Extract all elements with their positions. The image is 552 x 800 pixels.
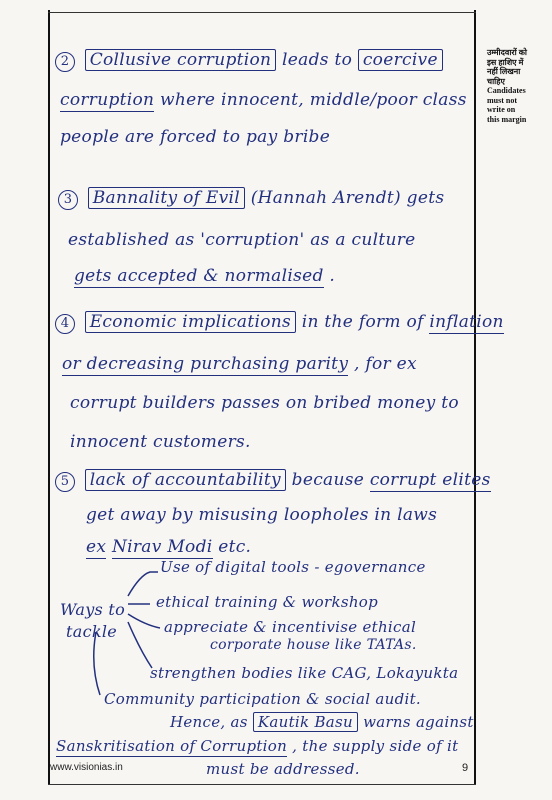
english-note-line: write on [487, 105, 516, 114]
underlined-term: or decreasing purchasing parity [62, 354, 349, 374]
english-note-line: must not [487, 95, 518, 105]
ways-item: Use of digital tools - egovernance [160, 558, 426, 576]
ways-item: ethical training & workshop [156, 593, 379, 611]
point-number: 5 [55, 472, 75, 492]
text: in the form of [301, 312, 424, 332]
text: warns against [363, 713, 474, 731]
page-number: 9 [462, 762, 469, 774]
text: because [291, 470, 365, 490]
text: (Hannah Arendt) gets [250, 188, 445, 208]
point-number: 2 [55, 52, 75, 72]
hindi-note-line: चाहिए [487, 76, 505, 86]
ways-label-line-1: Ways to [60, 600, 126, 619]
text: , for ex [353, 354, 417, 374]
ways-item: corporate house like TATAs. [210, 637, 417, 653]
text: etc. [218, 537, 252, 557]
boxed-term: Economic implications [85, 311, 296, 333]
boxed-term: Kautik Basu [253, 712, 358, 732]
conclusion-line-1 [170, 713, 474, 731]
underlined-term: corruption [60, 90, 155, 110]
footer-url: www.visionias.in [50, 762, 123, 773]
text: , the supply side of it [292, 737, 459, 755]
ways-item: strengthen bodies like CAG, Lokayukta [150, 664, 459, 682]
point-4-line-4: innocent customers. [70, 432, 251, 452]
ways-item: appreciate & incentivise ethical [164, 618, 417, 636]
text: . [329, 266, 336, 286]
underlined-term: Sanskritisation of Corruption [56, 737, 288, 755]
conclusion-line-2 [56, 737, 458, 755]
hindi-note-line: उम्मीदवारों को [487, 48, 527, 57]
point-5-line-2: get away by misusing loopholes in laws [86, 505, 438, 525]
hindi-note-line: इस हाशिए में [487, 57, 524, 67]
ways-label-line-2: tackle [66, 622, 118, 641]
conclusion-line-3: must be addressed. [206, 760, 360, 778]
point-3-line-2: established as 'corruption' as a culture [68, 230, 416, 250]
text: Hence, as [170, 713, 248, 731]
boxed-term: coercive [358, 49, 443, 71]
english-note-line: this margin [487, 114, 527, 124]
underlined-term: inflation [429, 312, 504, 332]
point-number: 4 [55, 314, 75, 334]
text: where innocent, middle/poor class [160, 90, 467, 110]
ways-item: Community participation & social audit. [104, 690, 421, 708]
english-note-line: Candidates [487, 86, 526, 95]
point-4-line-3: corrupt builders passes on bribed money to [70, 393, 459, 413]
boxed-term: Collusive corruption [85, 49, 277, 71]
boxed-term: lack of accountability [85, 469, 286, 491]
hindi-note-line: नहीं लिखना [487, 67, 521, 76]
text: leads to [282, 50, 353, 70]
point-2-line-3: people are forced to pay bribe [60, 127, 331, 147]
underlined-term: ex [86, 537, 107, 557]
boxed-term: Bannality of Evil [88, 187, 245, 209]
underlined-term: corrupt elites [369, 470, 491, 490]
underlined-term: Nirav Modi [111, 537, 213, 557]
underlined-term: gets accepted & normalised [74, 266, 324, 286]
point-number: 3 [58, 190, 78, 210]
